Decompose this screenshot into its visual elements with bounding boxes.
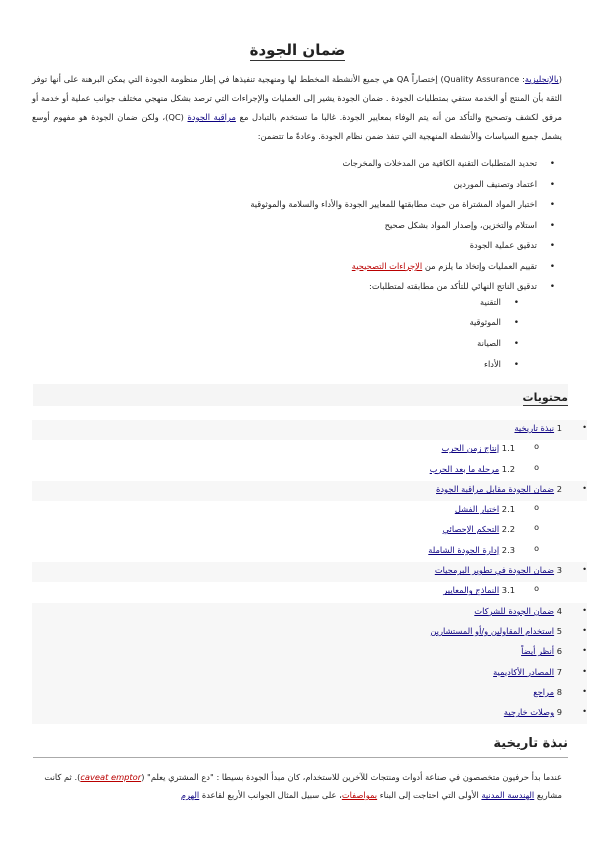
- toc-number[interactable]: 9: [556, 707, 562, 718]
- list-item: • تدقيق الناتج النهائي للتأكد من مطابقته لمتطلبات: • التقنية • الموثوقية • الصيانة • الأداء: [35, 281, 555, 380]
- toc-link[interactable]: إدارة الجودة الشاملة: [428, 544, 500, 555]
- toc-number[interactable]: 6: [556, 646, 562, 657]
- list-item: • تقييم العمليات وإتخاذ ما يلزم من الإجراءات التصحيحية: [35, 261, 555, 282]
- sub-list-item: • الموثوقية: [35, 317, 519, 338]
- toc-item[interactable]: [32, 501, 587, 521]
- toc-number[interactable]: 1.1: [501, 443, 515, 454]
- toc-entry: [428, 545, 515, 555]
- toc-entry: [514, 423, 562, 433]
- toc-number[interactable]: 8: [556, 686, 562, 697]
- toc-link[interactable]: وصلات خارجية: [503, 707, 555, 718]
- toc-item[interactable]: [32, 684, 587, 704]
- list-item: • تحديد المتطلبات التقنية الكافية من المدخلات والمخرجات: [35, 158, 555, 179]
- contents-header: محتويات: [33, 384, 568, 406]
- toc-entry: [435, 565, 562, 575]
- toc-number[interactable]: 7: [556, 666, 562, 677]
- pyramid-link[interactable]: الهرم: [180, 790, 200, 800]
- history-paragraph: عندما بدأ حرفيون متخصصون في صناعة أدوات ومنتجات للآخرين للاستخدام، كان مبدأ الجودة بسيطا : "دع المشتري يعلم" (caveat emptor). ثم كانت مشاريع الهندسة المدنية الأولى التي احتاجت إلى البناء بمواصفات، على سبيل المثال الجوانب الأربع لقاعدة الهرم: [44, 772, 562, 800]
- page-title: ضمان الجودة: [249, 41, 346, 59]
- caveat-emptor-link[interactable]: caveat emptor: [80, 772, 142, 782]
- toc-item[interactable]: [32, 704, 587, 724]
- toc-entry: [436, 484, 562, 494]
- toc-item[interactable]: [32, 420, 587, 440]
- list-item: • اختبار المواد المشتراة من حيث مطابقتها للمعايير الجودة والأداء والسلامة والموثوقية: [35, 199, 555, 220]
- quality-control-link[interactable]: مراقبة الجودة: [187, 112, 236, 122]
- toc-link[interactable]: المصادر الأكاديمية: [493, 666, 555, 677]
- toc-link[interactable]: النماذج والمعايير: [443, 585, 500, 596]
- history-heading: نبذة تاريخية: [33, 735, 568, 758]
- toc-link[interactable]: أنظر أيضاً: [521, 646, 555, 657]
- sub-list-item: • الأداء: [35, 359, 519, 380]
- corrective-actions-link[interactable]: الإجراءات التصحيحية: [351, 260, 423, 271]
- toc-entry: [443, 585, 515, 595]
- toc-number[interactable]: 1.2: [501, 463, 515, 474]
- toc-link[interactable]: التحكم الإحصائي: [442, 524, 500, 535]
- toc-item[interactable]: [32, 440, 587, 460]
- toc-item[interactable]: [32, 603, 587, 623]
- toc-item[interactable]: [32, 461, 587, 481]
- specifications-link[interactable]: بمواصفات: [341, 790, 378, 800]
- toc-link[interactable]: مرحلة ما بعد الحرب: [429, 463, 500, 474]
- list-item: • اعتماد وتصنيف الموردين: [35, 179, 555, 200]
- activities-list: [35, 158, 555, 380]
- toc-number[interactable]: 5: [556, 625, 562, 636]
- list-item: • استلام والتخزين، وإصدار المواد بشكل صحيح: [35, 220, 555, 241]
- table-of-contents: [32, 420, 587, 724]
- toc-item[interactable]: [32, 542, 587, 562]
- toc-entry: [504, 707, 562, 717]
- sub-list-item: • الصيانة: [35, 338, 519, 359]
- toc-number[interactable]: 2: [556, 483, 562, 494]
- toc-link[interactable]: اختبار الفشل: [454, 504, 500, 515]
- toc-item[interactable]: [32, 582, 587, 602]
- toc-item[interactable]: [32, 521, 587, 541]
- toc-entry: [430, 464, 515, 474]
- toc-entry: [533, 687, 562, 697]
- toc-link[interactable]: نبذة تاريخية: [514, 423, 555, 433]
- toc-link[interactable]: ضمان الجودة مقابل مراقبة الجودة: [436, 483, 555, 494]
- intro-paragraph: (بالإنجليزية: Quality Assurance) إختصاراً QA هي جميع الأنشطة المخطط لها ومنهجية تنفيذها في إطار منظومة الجودة التي يمكن البرهنة على أنها توفر الثقة بأن المنتج أو الخدمة ستفي بمتطلبات الجودة . ضمان الجودة يشير إلى العمليات والإجراءات التي ترصد بشكل منهجي مختلف جوانب عملية أو خدمة أو مرفق لكشف وتصحيح والتأكد من أنه يتم الوفاء بمعايير الجودة. غالبا ما تستخدم بالتبادل مع مراقبة الجودة (QC)، ولكن ضمان الجودة هو مفهوم أوسع يشمل جميع السياسات والأنشطة المنهجية التي تنفذ ضمن نظام الجودة. وعادةً ما تتضمن:: [32, 74, 562, 141]
- toc-link[interactable]: إنتاج زمن الحرب: [441, 443, 500, 454]
- sub-list-item: • التقنية: [35, 297, 519, 318]
- toc-item[interactable]: [32, 643, 587, 663]
- toc-number[interactable]: 4: [556, 605, 562, 616]
- english-link[interactable]: بالإنجليزية: [524, 74, 559, 84]
- toc-number[interactable]: 2.3: [501, 544, 515, 555]
- toc-number[interactable]: 2.1: [501, 504, 515, 515]
- toc-item[interactable]: [32, 623, 587, 643]
- toc-entry: [493, 667, 562, 677]
- toc-entry: [430, 626, 562, 636]
- toc-entry: [474, 606, 562, 616]
- toc-entry: [455, 504, 515, 514]
- civil-engineering-link[interactable]: الهندسة المدنية: [481, 790, 535, 800]
- toc-item[interactable]: [32, 562, 587, 582]
- toc-number[interactable]: 3: [556, 565, 562, 576]
- toc-item[interactable]: [32, 664, 587, 684]
- toc-link[interactable]: ضمان الجودة للشركات: [474, 605, 555, 616]
- toc-number[interactable]: 2.2: [501, 524, 515, 535]
- toc-entry: [521, 646, 562, 656]
- list-item: • تدقيق عملية الجودة: [35, 240, 555, 261]
- toc-item[interactable]: [32, 481, 587, 501]
- toc-number[interactable]: 3.1: [501, 585, 515, 596]
- toc-number[interactable]: 1: [556, 423, 562, 433]
- toc-entry: [442, 443, 515, 453]
- toc-entry: [443, 524, 515, 534]
- toc-link[interactable]: ضمان الجودة في تطوير البرمجيات: [434, 565, 555, 576]
- toc-link[interactable]: مراجع: [533, 686, 555, 697]
- toc-link[interactable]: استخدام المقاولين و/أو المستشارين: [430, 625, 555, 636]
- requirements-sublist: [35, 297, 537, 380]
